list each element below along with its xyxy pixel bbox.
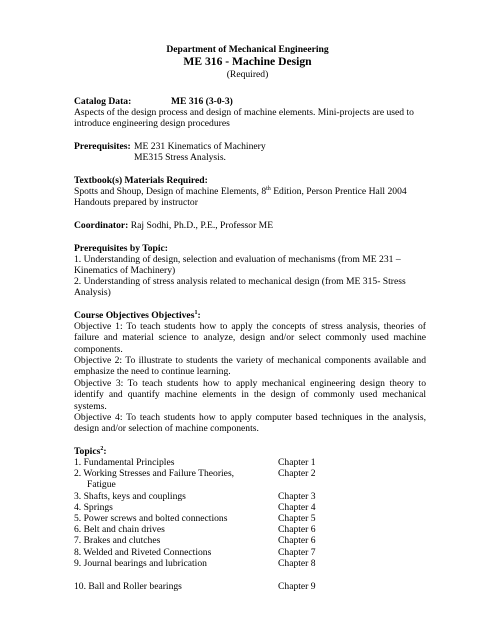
prereq-topics-heading: Prerequisites by Topic: [74,243,168,254]
topic-chapter: Chapter 6 [278,535,316,546]
required-label: (Required) [226,69,269,80]
coordinator-label: Coordinator: [74,220,129,231]
topics-heading [74,446,107,457]
topics-heading-colon: : [103,446,107,457]
textbook-title: Spotts and Shoup, Design of machine Elements, 8 [74,186,267,197]
catalog-code: ME 316 (3-0-3) [171,96,233,107]
topic-label: 1. Fundamental Principles [74,457,175,468]
catalog-description-line1: Aspects of the design process and design of machine elements. Mini-projects are used to [74,107,414,118]
coordinator-line [74,220,273,231]
topic-chapter: Chapter 8 [278,558,316,569]
topic-label: 6. Belt and chain drives [74,524,165,535]
objectives-footnote-marker: 1 [194,309,198,316]
topics-heading-text: Topics [74,446,101,457]
objectives-heading [74,310,201,321]
topic-label: 5. Power screws and bolted connections [74,513,228,524]
catalog-label: Catalog Data: [74,96,132,107]
objectives-heading-colon: : [197,310,201,321]
textbook-line1 [74,186,407,197]
topic-chapter: Chapter 9 [278,581,316,592]
topics-footnote-marker: 2 [100,445,104,452]
textbooks-heading: Textbook(s) Materials Required: [74,175,208,186]
objectives-heading-text: Course Objectives Objectives [74,310,195,321]
prerequisite-item: ME315 Stress Analysis. [134,152,226,163]
prereq-topic-line: 2. Understanding of stress analysis related to mechanical design (from ME 315- Stress [74,276,406,287]
topic-label: 10. Ball and Roller bearings [74,581,182,592]
prereq-topic-line: Analysis) [74,287,111,298]
catalog-description-line2: introduce engineering design procedures [74,118,230,129]
topic-chapter: Chapter 6 [278,524,316,535]
edition-superscript: th [266,185,271,192]
topic-chapter: Chapter 5 [278,513,316,524]
topic-label: 9. Journal bearings and lubrication [74,558,207,569]
topic-label: 4. Springs [74,502,113,513]
topic-chapter: Chapter 4 [278,502,316,513]
objective-1: Objective 1: To teach students how to apply the concepts of stress analysis, theories of failure and material science to analyze, design and/or select commonly used machine components. [74,321,426,355]
prereq-topic-line: 1. Understanding of design, selection and evaluation of mechanisms (from ME 231 – [74,254,401,265]
prerequisite-item: ME 231 Kinematics of Machinery [134,141,266,152]
course-title: ME 316 - Machine Design [183,55,312,68]
objective-3: Objective 3: To teach students how to apply mechanical engineering design theory to identify and quantify machine elements in the design of commonly used mechanical systems. [74,378,426,412]
topic-chapter: Chapter 7 [278,547,316,558]
topic-label: 8. Welded and Riveted Connections [74,547,212,558]
prereq-topic-line: Kinematics of Machinery) [74,265,176,276]
textbook-line2: Handouts prepared by instructor [74,197,198,208]
topic-label: 3. Shafts, keys and couplings [74,491,186,502]
topic-label: 7. Brakes and clutches [74,535,161,546]
prerequisites-label: Prerequisites: [74,141,131,152]
topic-label-continuation: Fatigue [87,479,116,490]
coordinator-value: Raj Sodhi, Ph.D., P.E., Professor ME [128,220,274,231]
objective-4: Objective 4: To teach students how to apply computer based techniques in the analysis, design and/or selection of machine components. [74,412,426,435]
topic-chapter: Chapter 2 [278,468,316,479]
topic-chapter: Chapter 1 [278,457,316,468]
topic-chapter: Chapter 3 [278,491,316,502]
textbook-publisher: Edition, Person Prentice Hall 2004 [270,186,407,197]
objective-2: Objective 2: To illustrate to students the variety of mechanical components available and emphasize the need to continue learning. [74,355,426,378]
department-heading: Department of Mechanical Engineering [166,44,329,55]
topic-label: 2. Working Stresses and Failure Theories, [74,468,235,479]
